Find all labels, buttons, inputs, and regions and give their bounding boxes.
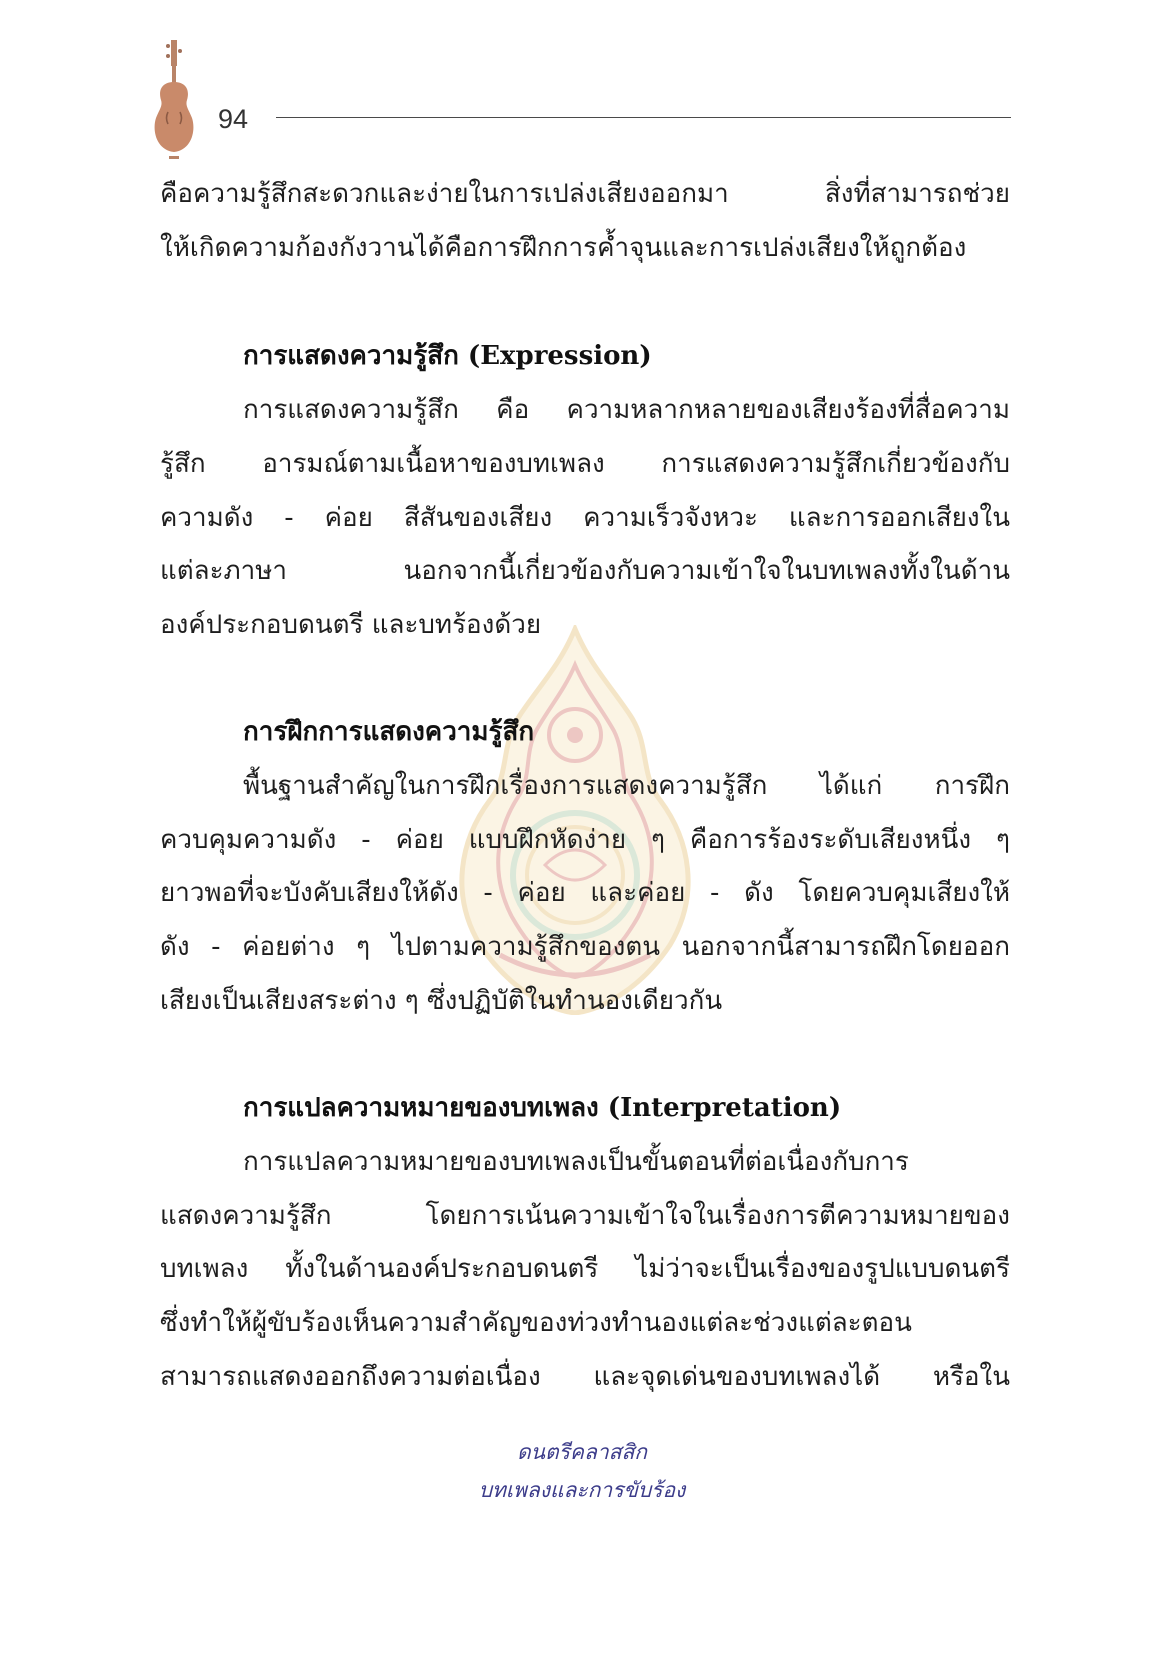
text-line: ยาวพอที่จะบังคับเสียงให้ดัง - ค่อย และค่อย - ดัง โดยควบคุมเสียงให้ (160, 878, 1010, 908)
text-line: ซึ่งทำให้ผู้ขับร้องเห็นความสำคัญของท่วงทำนองแต่ละช่วงแต่ละตอน (160, 1308, 912, 1338)
text-line: ให้เกิดความก้องกังวานได้คือการฝึกการค้ำจุนและการเปล่งเสียงให้ถูกต้อง (160, 233, 967, 263)
section-heading-expression (243, 340, 652, 372)
text-line: การแปลความหมายของบทเพลงเป็นขั้นตอนที่ต่อเนื่องกับการ (243, 1147, 909, 1177)
section-heading-practice (243, 716, 534, 748)
text-line: บทเพลง ทั้งในด้านองค์ประกอบดนตรี ไม่ว่าจะเป็นเรื่องของรูปแบบดนตรี (160, 1254, 1010, 1284)
text-line: ความดัง - ค่อย สีสันของเสียง ความเร็วจังหวะ และการออกเสียงใน (160, 503, 1010, 533)
text-line: รู้สึก อารมณ์ตามเนื้อหาของบทเพลง การแสดงความรู้สึกเกี่ยวข้องกับ (160, 449, 1010, 479)
text-line: การแสดงความรู้สึก คือ ความหลากหลายของเสียงร้องที่สื่อความ (243, 395, 1010, 425)
text-line: แสดงความรู้สึก โดยการเน้นความเข้าใจในเรื่องการตีความหมายของ (160, 1201, 1010, 1231)
section-heading-interpretation (243, 1092, 841, 1124)
text-line: พื้นฐานสำคัญในการฝึกเรื่องการแสดงความรู้สึก ได้แก่ การฝึก (243, 771, 1010, 801)
footer-book-title: ดนตรีคลาสสิก (517, 1440, 647, 1464)
heading-english: (Expression) (467, 341, 652, 371)
violin-icon (152, 38, 196, 160)
heading-thai: การแสดงความรู้สึก (243, 341, 459, 371)
heading-thai: การแปลความหมายของบทเพลง (243, 1093, 599, 1123)
text-line: แต่ละภาษา นอกจากนี้เกี่ยวข้องกับความเข้าใจในบทเพลงทั้งในด้าน (160, 556, 1010, 586)
page-number: 94 (218, 104, 249, 134)
text-line: ดัง - ค่อยต่าง ๆ ไปตามความรู้สึกของตน นอกจากนี้สามารถฝึกโดยออก (160, 932, 1010, 962)
footer-book-subtitle: บทเพลงและการขับร้อง (478, 1478, 686, 1502)
header-rule (276, 117, 1011, 118)
text-line: สามารถแสดงออกถึงความต่อเนื่อง และจุดเด่นของบทเพลงได้ หรือใน (160, 1362, 1010, 1392)
text-line: ควบคุมความดัง - ค่อย แบบฝึกหัดง่าย ๆ คือการร้องระดับเสียงหนึ่ง ๆ (160, 825, 1010, 855)
heading-english: (Interpretation) (607, 1093, 842, 1123)
text-line: คือความรู้สึกสะดวกและง่ายในการเปล่งเสียงออกมา สิ่งที่สามารถช่วย (160, 179, 1010, 209)
text-line: เสียงเป็นเสียงสระต่าง ๆ ซึ่งปฏิบัติในทำนองเดียวกัน (160, 986, 723, 1016)
heading-thai: การฝึกการแสดงความรู้สึก (243, 717, 535, 747)
text-line: องค์ประกอบดนตรี และบทร้องด้วย (160, 610, 542, 640)
